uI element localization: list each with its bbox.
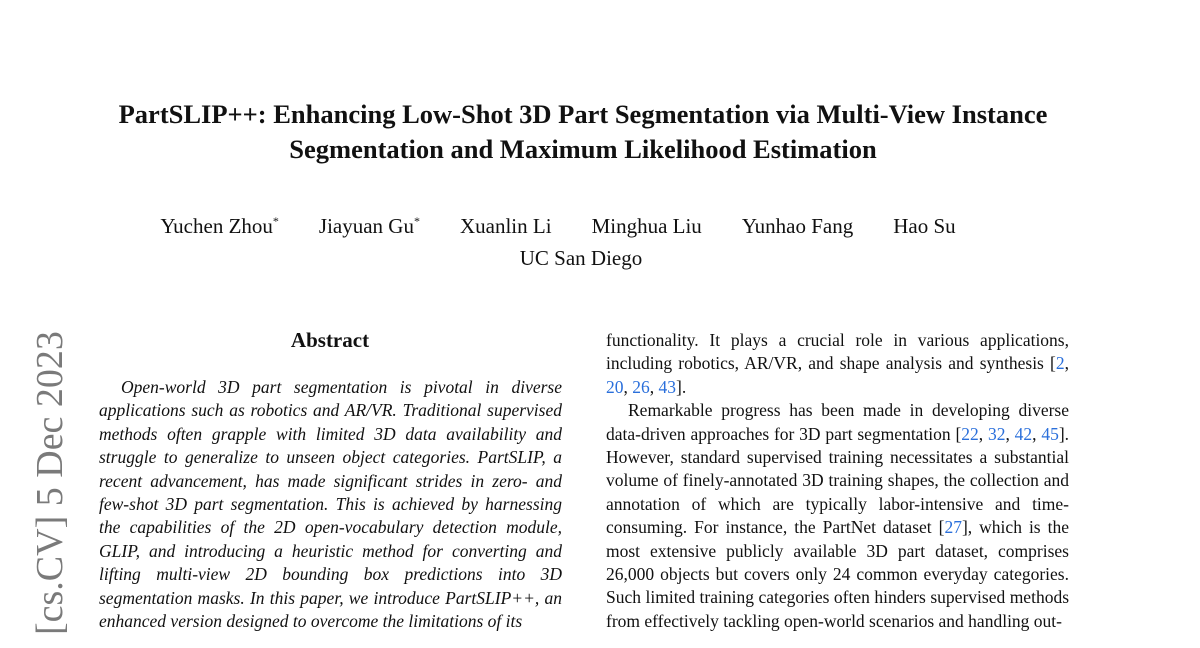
citation-link[interactable]: 43 [658,376,676,397]
citation-link[interactable]: 26 [632,376,650,397]
author: Xuanlin Li [459,214,552,238]
paragraph: Remarkable progress has been made in developing diverse data-driven approaches for 3D part segmentation [22, 32, 42, 45]. However, standard supervised training necessitates a substantial volume of finely-annotated 3D training shapes, the collection and annotation of which are typically labor-intensive and time-consuming. For instance, the PartNet dataset [27], which is the most extensive publicly available 3D part dataset, comprises 26,000 objects but covers only 24 common everyday categories. Such limited training categories often hinders supervised methods from effectively tackling open-world scenarios and handling out- [606,400,1070,631]
abstract-text: Open-world 3D part segmentation is pivotal in diverse applications such as robotics and AR/VR. Traditional supervised methods often grapple with limited 3D data availability and struggle to generalize to unseen object categories. PartSLIP, a recent advancement, has made significant strides in zero- and few-shot 3D part segmentation. This is achieved by harnessing the capabilities of the 2D open-vocabulary detection module, GLIP, and introducing a heuristic method for converting and lifting multi-view 2D bounding box predictions into 3D segmentation masks. In this paper, we introduce PartSLIP++, an enhanced version designed to overcome the limitations of its [99,377,562,632]
citation-link[interactable]: 45 [1041,423,1059,444]
author: Yuchen Zhou* [160,214,279,238]
right-column [606,329,1069,633]
citation-link[interactable]: 32 [987,423,1006,444]
paragraph: functionality. It plays a crucial role in various applications, including robotics, AR/VR, and shape analysis and synthesis [2, 20, 26, 43]. [606,330,1069,397]
citation-link[interactable]: 20 [606,376,624,397]
author: Jiayuan Gu* [318,214,420,238]
abstract-heading: Abstract [290,328,370,352]
author: Hao Su [893,214,956,238]
author-list [0,212,1116,240]
paper-title: PartSLIP++: Enhancing Low-Shot 3D Part Segmentation via Multi-View Instance Segmentation and Maximum Likelihood Estimation [118,99,1048,164]
citation-link[interactable]: 22 [961,423,979,444]
author: Minghua Liu [591,214,702,238]
citation-link[interactable]: 27 [944,517,962,538]
affiliation: UC San Diego [519,246,643,270]
author: Yunhao Fang [741,214,854,238]
citation-link[interactable]: 42 [1014,423,1033,444]
citation-link[interactable]: 2 [1055,353,1065,374]
arxiv-stamp: [cs.CV] 5 Dec 2023 [29,331,71,635]
